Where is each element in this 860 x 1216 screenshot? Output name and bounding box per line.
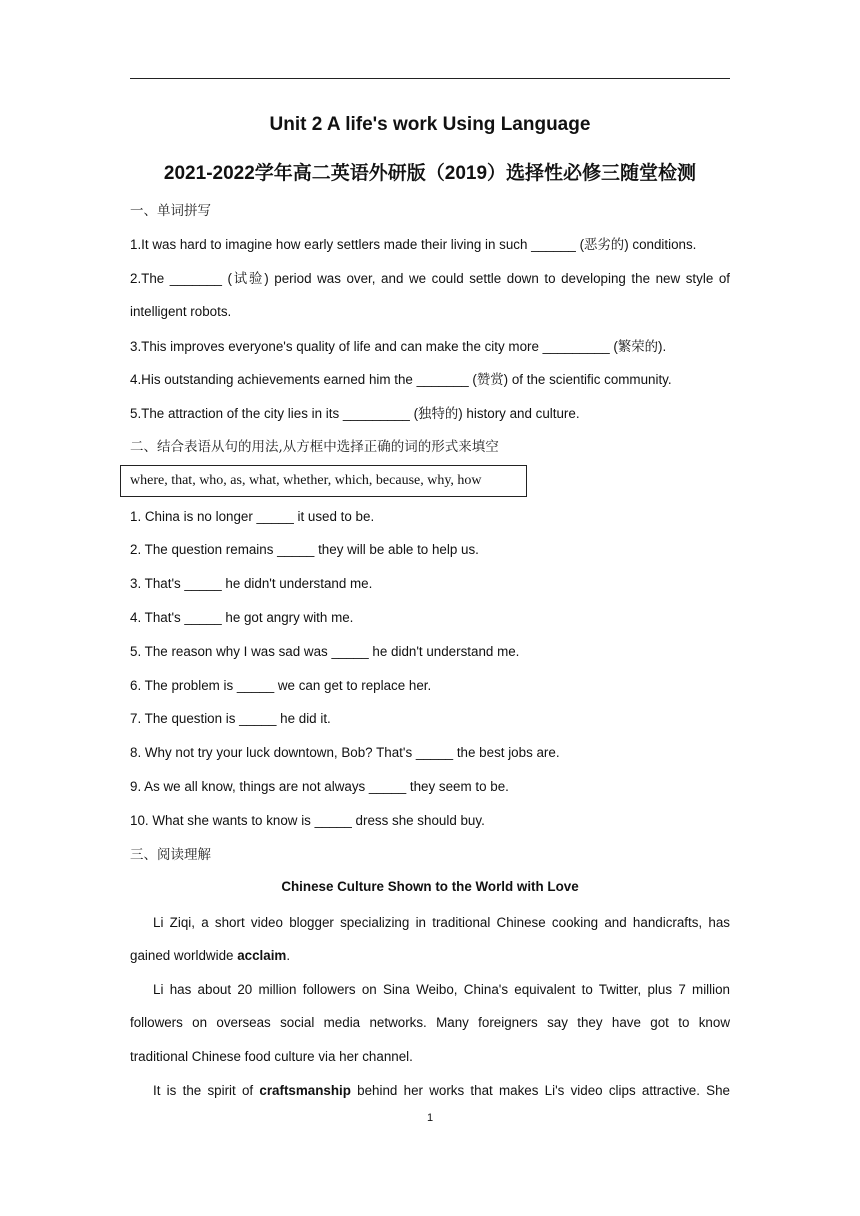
- section1-item-2: 2.The _______ (试验) period was over, and we could settle down to developing the new style of: [130, 271, 730, 286]
- doc-subtitle: 2021-2022学年高二英语外研版（2019）选择性必修三随堂检测: [163, 163, 697, 184]
- section2-item-3: 3. That's _____ he didn't understand me.: [130, 576, 373, 591]
- section3-heading: 三、阅读理解: [130, 847, 211, 863]
- section2-item-4: 4. That's _____ he got angry with me.: [130, 610, 354, 625]
- section2-item-7: 7. The question is _____ he did it.: [130, 711, 331, 726]
- section2-heading: 二、结合表语从句的用法,从方框中选择正确的词的形式来填空: [130, 439, 499, 455]
- reading-p2-line1: Li has about 20 million followers on Sina Weibo, China's equivalent to Twitter, plus 7 million: [153, 982, 730, 997]
- word-box-text: where, that, who, as, what, whether, which, because, why, how: [130, 473, 482, 488]
- reading-p3-cont: behind her works that makes Li's video clips attractive. She: [350, 1083, 730, 1098]
- section2-item-1: 1. China is no longer _____ it used to be.: [130, 509, 375, 524]
- section2-item-2: 2. The question remains _____ they will be able to help us.: [130, 542, 479, 557]
- word-box: [120, 465, 527, 497]
- section1-item-4: 4.His outstanding achievements earned him the _______ (赞赏) of the scientific community.: [130, 372, 672, 387]
- reading-p1-line2: [130, 946, 730, 966]
- reading-p1-end: .: [286, 948, 291, 963]
- section1-item-2-cont: intelligent robots.: [130, 304, 232, 319]
- section2-item-5: 5. The reason why I was sad was _____ he didn't understand me.: [130, 644, 520, 659]
- reading-p3-text: It is the spirit of: [153, 1083, 260, 1098]
- page-number: 1: [426, 1112, 434, 1124]
- reading-keyword-craftsmanship: craftsmanship: [259, 1083, 351, 1098]
- reading-p1-text: gained worldwide: [130, 948, 238, 963]
- section1-item-5: 5.The attraction of the city lies in its _________ (独特的) history and culture.: [130, 406, 580, 421]
- section1-heading: 一、单词拼写: [130, 203, 211, 219]
- reading-title: Chinese Culture Shown to the World with Love: [281, 879, 579, 894]
- reading-p1-line1: Li Ziqi, a short video blogger specializing in traditional Chinese cooking and handicrafts, has: [153, 915, 730, 930]
- section2-item-9: 9. As we all know, things are not always _____ they seem to be.: [130, 779, 509, 794]
- section1-item-3: 3.This improves everyone's quality of life and can make the city more _________ (繁荣的).: [130, 339, 667, 354]
- reading-p2-line3: traditional Chinese food culture via her channel.: [130, 1049, 413, 1064]
- section2-item-6: 6. The problem is _____ we can get to replace her.: [130, 678, 432, 693]
- reading-p3-line1: [153, 1081, 730, 1101]
- section2-item-8: 8. Why not try your luck downtown, Bob? That's _____ the best jobs are.: [130, 745, 560, 760]
- header-rule: [130, 78, 730, 79]
- reading-keyword-acclaim: acclaim: [237, 948, 287, 963]
- doc-title: Unit 2 A life's work Using Language: [269, 114, 591, 135]
- section1-item-1: 1.It was hard to imagine how early settlers made their living in such ______ (恶劣的) conditions.: [130, 237, 697, 252]
- reading-p2-line2: followers on overseas social media networks. Many foreigners say they have got to know: [130, 1015, 730, 1030]
- section2-item-10: 10. What she wants to know is _____ dress she should buy.: [130, 813, 485, 828]
